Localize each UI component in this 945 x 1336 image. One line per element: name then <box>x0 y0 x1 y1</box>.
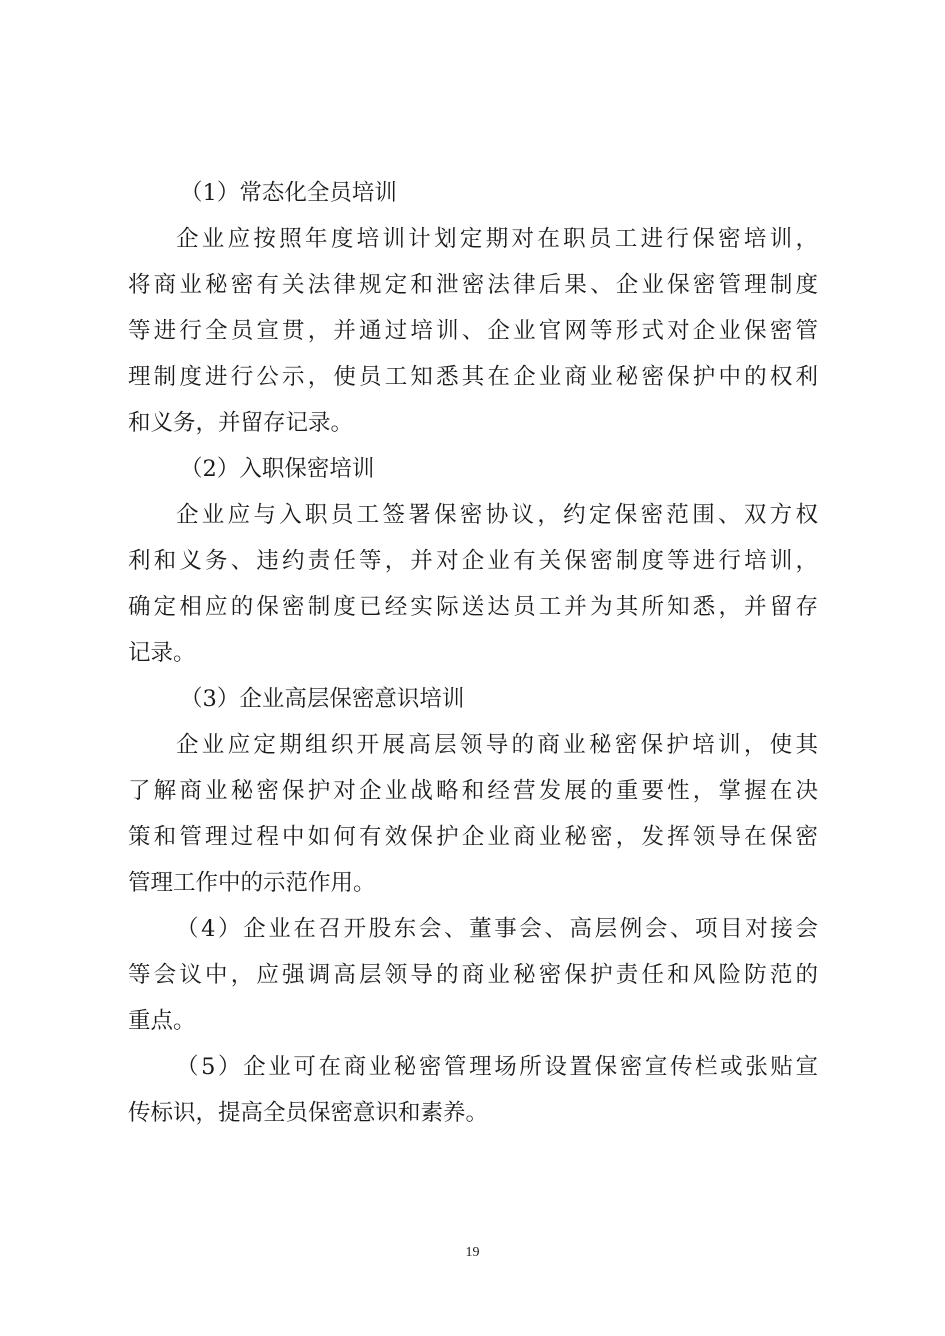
text-line: 和义务，并留存记录。 <box>128 410 354 436</box>
paragraph <box>128 906 818 1044</box>
section-heading <box>128 446 818 492</box>
text-line: 理制度进行公示，使员工知悉其在企业商业秘密保护中的权利 <box>128 364 818 390</box>
section-heading <box>128 676 818 722</box>
text-line: 传标识，提高全员保密意识和素养。 <box>128 1100 489 1126</box>
paragraph <box>128 216 818 446</box>
text-line: （5）企业可在商业秘密管理场所设置保密宣传栏或张贴宣 <box>176 1054 818 1080</box>
paragraph <box>128 492 818 676</box>
text-line: 等进行全员宣贯，并通过培训、企业官网等形式对企业保密管 <box>128 318 818 344</box>
text-line: 企业应与入职员工签署保密协议，约定保密范围、双方权 <box>176 502 818 528</box>
text-line: 重点。 <box>128 1008 196 1034</box>
text-line: 管理工作中的示范作用。 <box>128 870 376 896</box>
document-body <box>128 170 818 1136</box>
text-line: 记录。 <box>128 640 196 666</box>
text-line: （3）企业高层保密意识培训 <box>180 686 465 712</box>
text-line: 企业应定期组织开展高层领导的商业秘密保护培训，使其 <box>176 732 818 758</box>
text-line: 利和义务、违约责任等，并对企业有关保密制度等进行培训， <box>128 548 818 574</box>
text-line: （2）入职保密培训 <box>180 456 375 482</box>
text-line: 企业应按照年度培训计划定期对在职员工进行保密培训， <box>176 226 818 252</box>
text-line: 了解商业秘密保护对企业战略和经营发展的重要性，掌握在决 <box>128 778 818 804</box>
text-line: 确定相应的保密制度已经实际送达员工并为其所知悉，并留存 <box>128 594 818 620</box>
section-heading <box>128 170 818 216</box>
paragraph <box>128 1044 818 1136</box>
page-number: 19 <box>465 1245 480 1260</box>
text-line: 策和管理过程中如何有效保护企业商业秘密，发挥领导在保密 <box>128 824 818 850</box>
text-line: 等会议中，应强调高层领导的商业秘密保护责任和风险防范的 <box>128 962 818 988</box>
paragraph <box>128 722 818 906</box>
text-line: （1）常态化全员培训 <box>180 180 397 206</box>
text-line: 将商业秘密有关法律规定和泄密法律后果、企业保密管理制度 <box>128 272 818 298</box>
text-line: （4）企业在召开股东会、董事会、高层例会、项目对接会 <box>176 916 818 942</box>
